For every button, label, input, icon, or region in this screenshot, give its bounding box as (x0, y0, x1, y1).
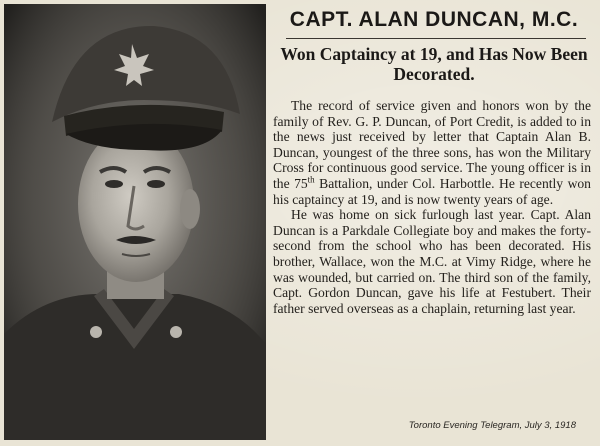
article-paragraph-1 (273, 98, 591, 207)
paragraph-1-text-continued: Battalion, under Col. Harbottle. He recently won his captaincy at 19, and is now twenty years of age. (273, 175, 591, 207)
subheadline: Won Captaincy at 19, and Has Now Been Decorated. (280, 44, 588, 84)
collar-badge-right (170, 326, 182, 338)
collar-badge-left (90, 326, 102, 338)
ordinal-superscript: th (307, 174, 315, 185)
headline-rule (286, 38, 586, 39)
ear (180, 189, 200, 229)
headline: CAPT. ALAN DUNCAN, M.C. (289, 8, 579, 31)
source-credit: Toronto Evening Telegram, July 3, 1918 (408, 420, 576, 431)
eye-right (147, 180, 165, 188)
article-paragraph-2: He was home on sick furlough last year. Capt. Alan Duncan is a Parkdale Collegiate boy and makes the forty-second from the school who has been decorated. His brother, Wallace, won the M.C. at Vimy Ridge, where he was wounded, but carried on. The third son of the family, Capt. Gordon Duncan, gave his life at Festubert. Their father served overseas as a chaplain, returning last year. (273, 207, 591, 316)
article-body (273, 98, 591, 316)
paragraph-1-text: The record of service given and honors won by the family of Rev. G. P. Duncan, of Port Credit, is added to in the news just received by letter that Captain Alan B. Duncan, youngest of the three sons, has won the Military Cross for continuous good service. The young officer is in the 75 (273, 98, 591, 191)
uniform-shoulders (4, 294, 266, 440)
officer-portrait-image (4, 4, 266, 440)
eye-left (105, 180, 123, 188)
portrait-photo (4, 4, 266, 440)
